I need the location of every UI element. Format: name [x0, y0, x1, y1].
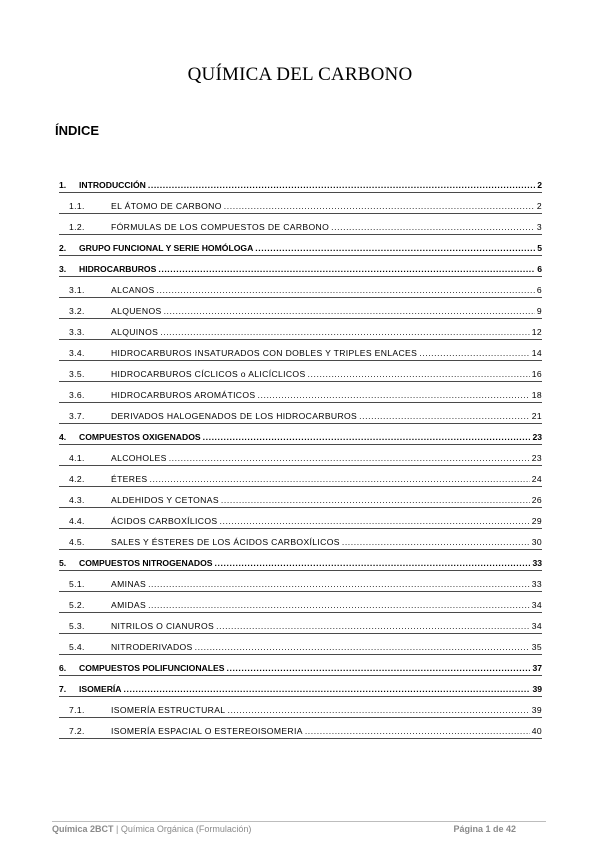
- footer-separator: |: [113, 824, 121, 834]
- toc-dot-leader: [226, 663, 530, 673]
- toc-dot-leader: [149, 474, 529, 484]
- toc-entry-label: ISOMERÍA ESTRUCTURAL: [111, 705, 226, 715]
- toc-entry-number: 5.3.: [69, 621, 85, 631]
- toc-entry-number: 3.2.: [69, 306, 85, 316]
- toc-entry[interactable]: [59, 550, 542, 571]
- toc-dot-leader: [359, 411, 530, 421]
- footer-page-number: Página 1 de 42: [453, 824, 516, 834]
- toc-entry[interactable]: [59, 634, 542, 655]
- toc-entry[interactable]: [59, 214, 542, 235]
- toc-entry-page: 37: [532, 663, 542, 673]
- toc-entry-page: 14: [531, 348, 542, 358]
- toc-entry[interactable]: [59, 382, 542, 403]
- toc-entry-label: NITRILOS O CIANUROS: [111, 621, 215, 631]
- toc-entry-label: ISOMERÍA: [79, 684, 122, 694]
- toc-entry-page: 6: [537, 264, 542, 274]
- toc-entry-number: 3.3.: [69, 327, 85, 337]
- toc-dot-leader: [342, 537, 530, 547]
- toc-entry-page: 39: [531, 705, 542, 715]
- toc-entry-label: SALES Y ÉSTERES DE LOS ÁCIDOS CARBOXÍLICOS: [111, 537, 340, 547]
- toc-dot-leader: [124, 684, 531, 694]
- toc-dot-leader: [257, 390, 529, 400]
- table-of-contents: [59, 172, 542, 739]
- toc-entry[interactable]: [59, 340, 542, 361]
- toc-entry-page: 34: [531, 621, 542, 631]
- toc-entry-page: 23: [531, 453, 542, 463]
- toc-entry-number: 5.1.: [69, 579, 85, 589]
- toc-dot-leader: [308, 369, 530, 379]
- toc-entry[interactable]: [59, 718, 542, 739]
- index-heading: ÍNDICE: [55, 123, 100, 138]
- toc-entry[interactable]: [59, 676, 542, 697]
- toc-entry-page: 33: [532, 558, 542, 568]
- toc-entry[interactable]: [59, 361, 542, 382]
- toc-entry[interactable]: [59, 277, 542, 298]
- toc-dot-leader: [158, 264, 535, 274]
- toc-entry-label: AMINAS: [111, 579, 147, 589]
- toc-entry-page: 29: [531, 516, 542, 526]
- toc-entry-page: 18: [531, 390, 542, 400]
- toc-entry-page: 26: [531, 495, 542, 505]
- toc-dot-leader: [160, 327, 530, 337]
- toc-entry[interactable]: [59, 655, 542, 676]
- toc-entry-number: 1.1.: [69, 201, 85, 211]
- toc-entry-label: AMIDAS: [111, 600, 147, 610]
- toc-entry-label: GRUPO FUNCIONAL Y SERIE HOMÓLOGA: [79, 243, 254, 253]
- toc-entry-number: 3.6.: [69, 390, 85, 400]
- toc-entry-page: 3: [536, 222, 542, 232]
- toc-dot-leader: [157, 285, 535, 295]
- toc-entry-number: 4.3.: [69, 495, 85, 505]
- toc-dot-leader: [227, 705, 529, 715]
- toc-entry-page: 35: [531, 642, 542, 652]
- toc-dot-leader: [305, 726, 530, 736]
- toc-entry-number: 4.4.: [69, 516, 85, 526]
- toc-entry-page: 34: [531, 600, 542, 610]
- toc-entry-page: 21: [531, 411, 542, 421]
- toc-dot-leader: [331, 222, 535, 232]
- toc-entry-label: ISOMERÍA ESPACIAL O ESTEREOISOMERIA: [111, 726, 303, 736]
- toc-entry-label: ALCOHOLES: [111, 453, 167, 463]
- toc-entry-page: 2: [537, 180, 542, 190]
- toc-entry-page: 5: [537, 243, 542, 253]
- toc-entry-page: 24: [531, 474, 542, 484]
- toc-entry-label: ÉTERES: [111, 474, 148, 484]
- toc-entry[interactable]: [59, 403, 542, 424]
- toc-entry-label: ÁCIDOS CARBOXÍLICOS: [111, 516, 218, 526]
- footer-left: [52, 824, 251, 834]
- toc-entry-number: 3.4.: [69, 348, 85, 358]
- toc-entry-number: 1.2.: [69, 222, 85, 232]
- toc-dot-leader: [148, 180, 535, 190]
- toc-entry[interactable]: [59, 592, 542, 613]
- toc-entry-label: INTRODUCCIÓN: [79, 180, 146, 190]
- toc-entry-number: 7.2.: [69, 726, 85, 736]
- toc-entry-page: 2: [536, 201, 542, 211]
- toc-entry-number: 5.: [59, 558, 67, 568]
- toc-entry[interactable]: [59, 256, 542, 277]
- toc-dot-leader: [221, 495, 530, 505]
- toc-entry[interactable]: [59, 466, 542, 487]
- toc-entry[interactable]: [59, 508, 542, 529]
- toc-entry-label: COMPUESTOS OXIGENADOS: [79, 432, 201, 442]
- toc-entry-number: 4.: [59, 432, 67, 442]
- footer-course: Química 2BCT: [52, 824, 114, 834]
- toc-entry-label: HIDROCARBUROS AROMÁTICOS: [111, 390, 256, 400]
- document-title: QUÍMICA DEL CARBONO: [187, 64, 413, 85]
- toc-entry[interactable]: [59, 529, 542, 550]
- toc-entry-page: 12: [531, 327, 542, 337]
- toc-entry-label: EL ÁTOMO DE CARBONO: [111, 201, 222, 211]
- toc-entry-number: 2.: [59, 243, 67, 253]
- toc-entry-page: 23: [532, 432, 542, 442]
- toc-entry-number: 7.1.: [69, 705, 85, 715]
- toc-entry[interactable]: [59, 424, 542, 445]
- toc-dot-leader: [148, 600, 530, 610]
- toc-entry-page: 40: [531, 726, 542, 736]
- toc-entry-page: 9: [536, 306, 542, 316]
- toc-entry-number: 3.7.: [69, 411, 85, 421]
- toc-entry-number: 4.1.: [69, 453, 85, 463]
- toc-entry-label: FÓRMULAS DE LOS COMPUESTOS DE CARBONO: [111, 222, 330, 232]
- toc-entry-label: COMPUESTOS NITROGENADOS: [79, 558, 213, 568]
- toc-dot-leader: [224, 201, 535, 211]
- toc-entry-number: 1.: [59, 180, 67, 190]
- toc-entry[interactable]: [59, 487, 542, 508]
- toc-entry[interactable]: [59, 172, 542, 193]
- footer-divider: [52, 821, 546, 822]
- toc-dot-leader: [203, 432, 531, 442]
- toc-dot-leader: [219, 516, 529, 526]
- toc-dot-leader: [419, 348, 530, 358]
- toc-dot-leader: [215, 558, 531, 568]
- toc-entry-label: NITRODERIVADOS: [111, 642, 193, 652]
- toc-entry-label: ALQUINOS: [111, 327, 159, 337]
- toc-entry-label: ALDEHIDOS Y CETONAS: [111, 495, 219, 505]
- toc-entry[interactable]: [59, 445, 542, 466]
- toc-entry-number: 3.: [59, 264, 67, 274]
- toc-dot-leader: [148, 579, 530, 589]
- toc-entry-number: 4.5.: [69, 537, 85, 547]
- toc-entry[interactable]: [59, 571, 542, 592]
- footer-subject: Química Orgánica (Formulación): [120, 824, 252, 834]
- toc-entry[interactable]: [59, 298, 542, 319]
- toc-entry-label: HIDROCARBUROS: [79, 264, 157, 274]
- toc-dot-leader: [255, 243, 535, 253]
- toc-dot-leader: [216, 621, 530, 631]
- toc-entry-page: 39: [532, 684, 542, 694]
- toc-entry[interactable]: [59, 235, 542, 256]
- toc-entry[interactable]: [59, 319, 542, 340]
- toc-entry-label: ALQUENOS: [111, 306, 162, 316]
- toc-entry-label: HIDROCARBUROS CÍCLICOS o ALICÍCLICOS: [111, 369, 306, 379]
- toc-entry-page: 30: [531, 537, 542, 547]
- toc-dot-leader: [195, 642, 530, 652]
- toc-entry[interactable]: [59, 193, 542, 214]
- toc-dot-leader: [164, 306, 535, 316]
- toc-entry[interactable]: [59, 613, 542, 634]
- toc-entry-page: 33: [531, 579, 542, 589]
- toc-entry-label: ALCANOS: [111, 285, 155, 295]
- toc-entry-page: 16: [531, 369, 542, 379]
- toc-entry-number: 3.5.: [69, 369, 85, 379]
- toc-entry[interactable]: [59, 697, 542, 718]
- toc-entry-label: HIDROCARBUROS INSATURADOS CON DOBLES Y TRIPLES ENLACES: [111, 348, 418, 358]
- toc-entry-page: 6: [536, 285, 542, 295]
- toc-entry-number: 4.2.: [69, 474, 85, 484]
- toc-entry-number: 7.: [59, 684, 67, 694]
- toc-dot-leader: [169, 453, 530, 463]
- toc-entry-number: 5.2.: [69, 600, 85, 610]
- toc-entry-number: 6.: [59, 663, 67, 673]
- toc-entry-number: 3.1.: [69, 285, 85, 295]
- toc-entry-number: 5.4.: [69, 642, 85, 652]
- page-footer: [52, 824, 516, 834]
- toc-entry-label: DERIVADOS HALOGENADOS DE LOS HIDROCARBUROS: [111, 411, 358, 421]
- toc-entry-label: COMPUESTOS POLIFUNCIONALES: [79, 663, 225, 673]
